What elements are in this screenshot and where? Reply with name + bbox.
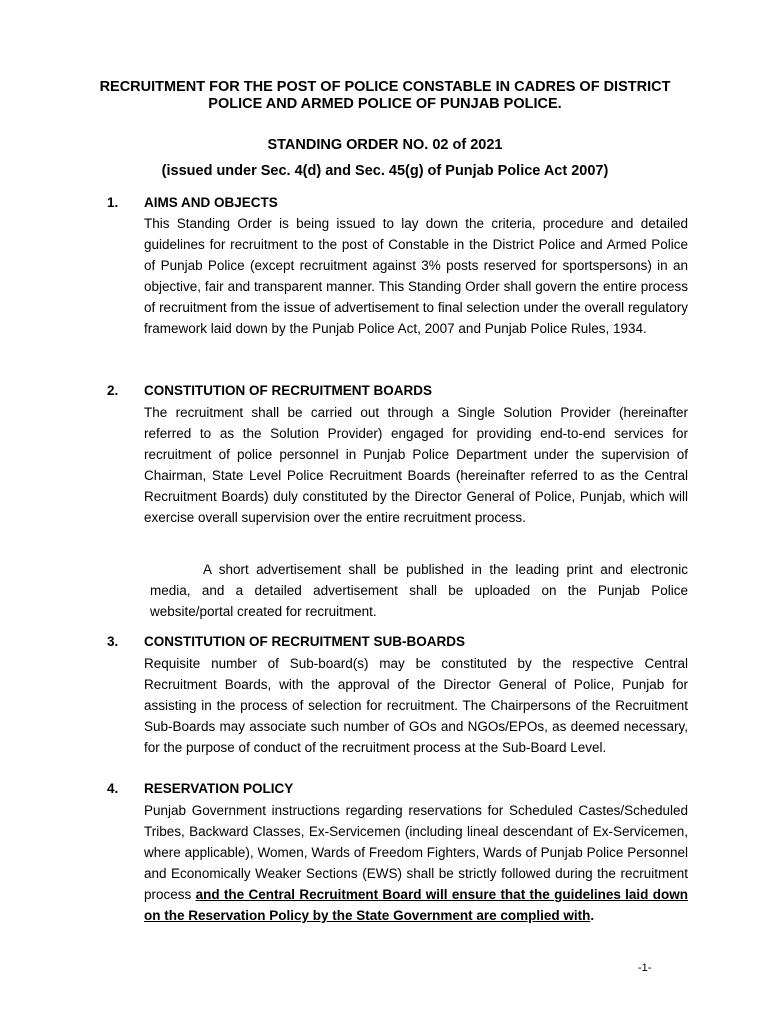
section-number: 2. (107, 383, 119, 398)
issued-under-note: (issued under Sec. 4(d) and Sec. 45(g) of Punjab Police Act 2007) (161, 163, 609, 179)
section-heading: AIMS AND OBJECTS (144, 195, 278, 210)
section-paragraph: Requisite number of Sub-board(s) may be constituted by the respective Central Recruitment Boards, with the approval of the Director General of Police, Punjab for assisting in the process of selection for recruitment. The Chairpersons of the Recruitment Sub-Boards may associate such number of GOs and NGOs/EPOs, as deemed necessary, for the purpose of conduct of the recruitment process at the Sub-Board Level. (144, 656, 688, 755)
section-paragraph: This Standing Order is being issued to lay down the criteria, procedure and detailed guidelines for recruitment to the post of Constable in the District Police and Armed Police of Punjab Police (except recruitment against 3% posts reserved for sportspersons) in an objective, fair and transparent manner. This Standing Order shall govern the entire process of recruitment from the issue of advertisement to final selection under the overall regulatory framework laid down by the Punjab Police Act, 2007 and Punjab Police Rules, 1934. (144, 216, 688, 336)
trailing-period: . (590, 908, 595, 923)
section-number: 3. (107, 634, 119, 649)
section-heading: RESERVATION POLICY (144, 781, 294, 796)
section-paragraph: The recruitment shall be carried out through a Single Solution Provider (hereinafter referred to as the Solution Provider) engaged for providing end-to-end services for recruitment of police personnel in Punjab Police Department under the supervision of Chairman, State Level Police Recruitment Boards (hereinafter referred to as the Central Recruitment Boards) duly constituted by the Director General of Police, Punjab, which will exercise overall supervision over the entire recruitment process. (144, 405, 688, 525)
standing-order-number: STANDING ORDER NO. 02 of 2021 (267, 137, 503, 153)
document-title: RECRUITMENT FOR THE POST OF POLICE CONSTABLE IN CADRES OF DISTRICT POLICE AND ARMED POLICE OF PUNJAB POLICE. (99, 79, 671, 112)
section-heading: CONSTITUTION OF RECRUITMENT BOARDS (144, 383, 432, 398)
section-paragraph: A short advertisement shall be published in the leading print and electronic media, and a detailed advertisement shall be uploaded on the Punjab Police website/portal created for recruitment. (150, 562, 688, 619)
emphasized-text: and the Central Recruitment Board will ensure that the guidelines laid down on the Reservation Policy by the State Government are complied with (144, 887, 688, 923)
section-paragraph (144, 800, 688, 926)
section-heading: CONSTITUTION OF RECRUITMENT SUB-BOARDS (144, 634, 465, 649)
page-number: -1- (638, 962, 652, 974)
section-number: 4. (107, 781, 119, 796)
section-number: 1. (107, 195, 119, 210)
paragraph-text: Punjab Government instructions regarding reservations for Scheduled Castes/Scheduled Tribes, Backward Classes, Ex-Servicemen (including lineal descendant of Ex-Servicemen, where applicable), Women, Wards of Freedom Fighters, Wards of Punjab Police Personnel and Economically Weaker Sections (EWS) shall be strictly followed during the recruitment process (144, 803, 688, 902)
